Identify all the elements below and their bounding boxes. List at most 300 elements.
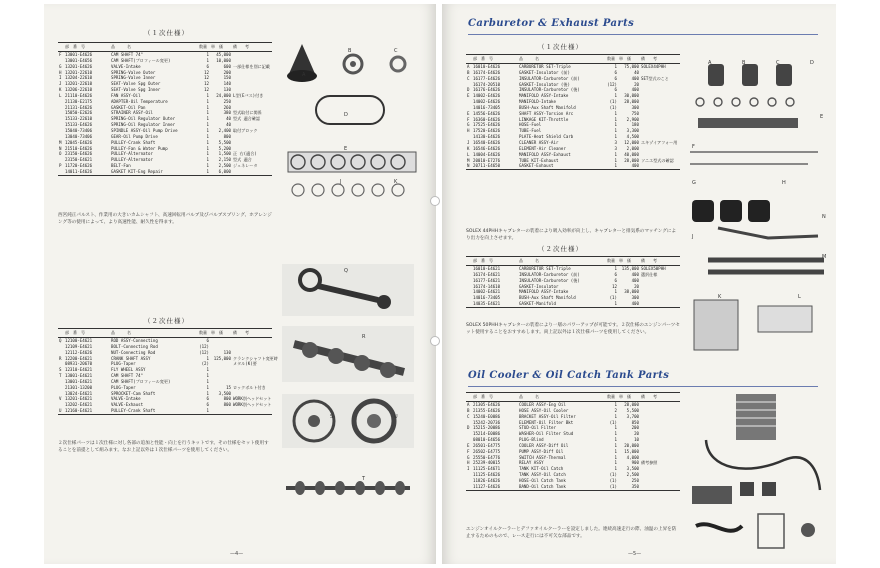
table-row <box>58 128 272 134</box>
quantity: 6 <box>206 338 209 343</box>
part-name: PULLEY-Crank Shaft <box>110 408 198 414</box>
price <box>210 408 232 414</box>
quantity: 1 <box>614 448 617 454</box>
row-key: N <box>466 163 472 169</box>
part-name: CRANK SHAFT ASSY <box>111 355 151 361</box>
price: 300 <box>631 104 639 110</box>
part-name: SPROCKET-Cam Shaft <box>111 390 156 396</box>
quantity: 1 <box>206 139 209 145</box>
part-name: SHAFT ASSY-Torsion Arc <box>519 110 574 116</box>
remarks: SET型式のこと <box>641 75 669 81</box>
price: 15,000 <box>624 448 639 454</box>
quantity: 12 <box>204 75 209 81</box>
part-name: GASKET-Insulator (前) <box>519 69 570 75</box>
part-name: NUT-Connecting Rod <box>111 349 156 355</box>
price: 28,000 <box>624 99 639 105</box>
quantity: 6 <box>206 402 209 408</box>
part-name: CAM SHAFT 74° <box>111 373 144 379</box>
header-cell: 数量 <box>198 329 210 338</box>
quantity: 12 <box>204 81 209 87</box>
part-number: 15240-E0086 <box>473 413 501 419</box>
price: 3,500 <box>218 390 231 396</box>
binding-hole-upper <box>430 196 440 206</box>
price: 75,000 <box>624 64 639 69</box>
quantity: (1) <box>609 295 617 301</box>
row-key: J <box>467 139 470 145</box>
price: 180 <box>631 122 639 128</box>
part-number: 23150-E4621 <box>65 157 93 163</box>
price: 250 <box>631 477 639 483</box>
quantity: (1) <box>609 477 617 483</box>
header-cell: 部 番 号 <box>472 393 518 402</box>
quantity: (1) <box>609 419 617 425</box>
part-number: 16360-E4626 <box>473 116 501 122</box>
price: 5,500 <box>218 139 231 145</box>
quantity: 1 <box>614 110 617 116</box>
part-name: SPRING-Valve Outer <box>111 69 156 75</box>
page-number-right: —5— <box>628 551 642 557</box>
row-key: M <box>59 139 62 145</box>
quantity: (1) <box>609 104 617 110</box>
row-key: G <box>467 122 470 128</box>
price: 850 <box>631 419 639 425</box>
header-cell: 備 考 <box>232 43 272 52</box>
quantity: 12 <box>204 87 209 93</box>
part-number: 20711-E4650 <box>472 163 518 169</box>
note-primary: 西宮純正パルスト、作業用の大きいカムシャフト、高速回転用バルブ及びバルブスプリング、ホアレンジング等の使用によって、より高速性能、耐久性を得ます。 <box>58 213 272 225</box>
part-name: RELAY ASSY <box>519 460 544 466</box>
photo-label-right-l: L <box>798 294 801 300</box>
quantity: 1 <box>206 163 209 169</box>
quantity: 1 <box>614 64 617 69</box>
part-number: 26502-E4775 <box>473 448 501 454</box>
part-name: HOSE ASSY-Oil Cooler <box>519 407 569 413</box>
part-name: STRAINER ASSY-Oil <box>111 110 153 116</box>
part-number: 13204-22610 <box>65 75 93 81</box>
header-cell: 品 名 <box>110 329 198 338</box>
row-key: S <box>59 367 62 373</box>
part-number: 15214-E0086 <box>473 431 501 437</box>
part-name: PLUG-Taper <box>111 361 136 367</box>
price: 800 <box>223 133 231 139</box>
quantity: 1 <box>206 92 209 98</box>
part-number: 12112-E4626 <box>65 349 93 355</box>
part-number: 14035-E4621 <box>472 301 518 307</box>
part-number: 12109-E4621 <box>65 343 93 349</box>
part-number: 12045-E4626 <box>65 139 93 145</box>
quantity: 1 <box>614 437 617 443</box>
part-name: GASKET-Manifold <box>518 301 606 307</box>
quantity: 1 <box>206 145 209 151</box>
price: 28,000 <box>624 157 639 163</box>
parts-table-oil-cooler <box>466 392 680 491</box>
price: 400 <box>618 163 640 169</box>
quantity: 1 <box>614 460 617 466</box>
header-cell: 備 考 <box>640 257 680 266</box>
quantity: 6 <box>206 396 209 402</box>
part-number: 13206-22610 <box>65 87 93 93</box>
note-carburetor-secondary: SOLEX 50PHHキャブレターの装着により一層のパワーアップが可能です。２次仕様のエンジンパーツセット使用することをおすすめします。尚上記以外は１次仕様パーツを使用してください。 <box>466 323 680 335</box>
remarks: WORK別ヘッドセット <box>233 402 272 408</box>
photo-label-r: R <box>362 334 366 340</box>
remarks <box>640 484 680 490</box>
quantity: (1) <box>606 484 618 490</box>
part-name: PUMP ASSY-Diff Oil <box>519 448 564 454</box>
photo-label-right-m: M <box>822 254 827 260</box>
part-name: GASKET KIT-Eng Repair <box>110 169 198 175</box>
part-name: VALVE-Intake <box>111 63 141 69</box>
part-number: 13024-E4621 <box>65 390 93 396</box>
quantity: (12) <box>199 343 209 349</box>
part-name: PLUG-Taper <box>111 384 136 390</box>
table-header-row <box>466 257 680 266</box>
header-cell: 単 価 <box>210 43 232 52</box>
part-number: 16176-E4626 <box>473 87 501 93</box>
table-row <box>58 169 272 175</box>
header-cell: 品 名 <box>518 393 606 402</box>
price: 900 <box>631 460 639 466</box>
part-number: 21355-E4626 <box>473 407 501 413</box>
part-number: 08931-20670 <box>65 361 93 367</box>
part-name: BUSH-Aux Shaft Manifold <box>519 295 576 301</box>
quantity: 1 <box>614 402 617 407</box>
quantity: (12) <box>607 81 617 87</box>
quantity: 1 <box>206 367 209 373</box>
part-number: 21110-E4626 <box>65 92 93 98</box>
price: 3,300 <box>626 128 639 134</box>
quantity: (2) <box>201 361 209 367</box>
remarks <box>640 301 680 307</box>
photo-label-right-k: K <box>718 294 722 300</box>
part-number: 12160-E4621 <box>64 408 110 414</box>
quantity: 1 <box>614 116 617 122</box>
part-name: INSULATOR-Carburetor (前) <box>519 271 580 277</box>
quantity: 1 <box>206 384 209 390</box>
price: 750 <box>631 110 639 116</box>
part-name: GEAR-Oil Pump Drive <box>111 133 158 139</box>
part-name: INSULATOR-Carburetor (後) <box>519 87 580 93</box>
part-number: 16540-E4626 <box>473 139 501 145</box>
part-name: PULLEY-Alternator <box>111 157 153 163</box>
part-number: 11826-E4626 <box>473 477 501 483</box>
remarks <box>232 169 272 175</box>
remarks: 型式 適合 <box>233 157 252 163</box>
photo-label-right-g: G <box>692 180 696 186</box>
price: 4,500 <box>626 134 639 140</box>
photo-label-right-i: I <box>692 202 694 208</box>
price: 800 <box>223 396 231 402</box>
photo-label-right-e: E <box>820 114 824 120</box>
row-key: C <box>467 413 470 419</box>
price: 24,000 <box>216 92 231 98</box>
photo-label-right-h: H <box>782 180 786 186</box>
part-number: 15215-20086 <box>473 425 501 431</box>
part-name: SPRING-Valve Inner <box>111 75 156 81</box>
photo-label-a: A <box>302 72 306 78</box>
remarks: ソニエ型式の確認 <box>641 157 674 163</box>
row-key: F <box>467 448 470 454</box>
price: 3,500 <box>626 466 639 472</box>
quantity: 12 <box>612 283 617 289</box>
quantity: 1 <box>614 442 617 448</box>
row-key: T <box>59 373 62 379</box>
part-name: CLEANER ASSY-Air <box>519 139 559 145</box>
part-name: VALVE-Intake <box>111 396 141 402</box>
row-key: D <box>467 425 470 431</box>
header-cell: 品 名 <box>518 257 606 266</box>
row-key: E <box>467 110 470 116</box>
header-cell: 部 番 号 <box>64 329 110 338</box>
quantity: (1) <box>609 472 617 478</box>
section-title-primary-right: （１次仕様） <box>538 43 583 51</box>
photo-label-right-c: C <box>776 60 780 66</box>
part-number: 11125-E4671 <box>473 466 501 472</box>
quantity: 6 <box>614 75 617 81</box>
part-name: SPRING-Oil Regulator Inner <box>111 122 176 128</box>
row-key: C <box>467 75 470 81</box>
price: 20 <box>634 431 639 437</box>
row-key: F <box>59 52 62 57</box>
part-number: 25239-40015 <box>473 460 501 466</box>
row-key: R <box>59 355 62 361</box>
price: 250 <box>223 98 231 104</box>
row-key: J <box>59 81 62 87</box>
section-title-primary: （１次仕様） <box>144 29 189 37</box>
header-cell: 品 名 <box>110 43 198 52</box>
remarks <box>640 163 680 169</box>
row-key: O <box>59 151 62 157</box>
quantity: 1 <box>614 128 617 134</box>
header-cell: 備 考 <box>640 393 680 402</box>
price: 40,000 <box>624 151 639 157</box>
row-key: P <box>59 163 62 169</box>
part-name: ROD ASSY-Connecting <box>111 338 158 343</box>
quantity: 1 <box>206 104 209 110</box>
part-number: 11125-E4626 <box>473 472 501 478</box>
quantity: 1 <box>614 266 617 271</box>
photo-label-right-j: J <box>692 234 694 240</box>
header-cell: 単 価 <box>210 329 232 338</box>
part-name: PLUG-Blind <box>519 437 544 443</box>
part-number: 14016-73405 <box>473 295 501 301</box>
part-number: 21301-13200 <box>65 384 93 390</box>
part-name: CAM SHAFT(プロフィール変更) <box>111 378 171 384</box>
part-number: 15050-E2626 <box>65 110 93 116</box>
part-number: 16177-E4626 <box>473 75 501 81</box>
part-number: 13001-E4621 <box>65 373 93 379</box>
note-carburetor-primary: SOLEX 44PHHキャブレターの装着により吸入効率が向上し、キャブレターと排気系のマッチングにより出力を向上させます。 <box>466 229 677 241</box>
parts-table-secondary <box>58 328 278 415</box>
quantity: 1 <box>606 163 618 169</box>
part-name: ELEMENT-Air Cleaner <box>519 145 566 151</box>
part-number: 14011-E4626 <box>64 169 110 175</box>
part-name: ELEMENT-Oil Filter Bkt <box>519 419 574 425</box>
part-name: FLY WHEEL ASSY <box>111 367 146 373</box>
part-name: BOLT-Connecting Rod <box>111 343 158 349</box>
part-number: 25550-E4776 <box>473 454 501 460</box>
photo-label-s: S <box>330 414 334 420</box>
part-number: 16177-E4621 <box>473 277 501 283</box>
part-name: SEAT-Valve Spg Outer <box>111 81 161 87</box>
part-name: BRACKET ASSY-Oil Filter <box>519 413 576 419</box>
part-number: 13001-E4626 <box>65 52 93 57</box>
part-number: 16174-E4621 <box>473 271 501 277</box>
part-number: 15133-E4626 <box>65 122 93 128</box>
part-name: PLATE-Heat Shield Carb <box>519 134 574 140</box>
price: 400 <box>631 87 639 93</box>
note-secondary: ２次仕様パーツは１次仕様に対し各部の追加と性能・向上を行うキットです。その仕様をセット使用することを前提として組みます。なお上記以外は１次仕様パーツを使用してください。 <box>58 441 269 453</box>
parts-table-carburetor-secondary <box>466 256 680 308</box>
header-cell: 部 番 号 <box>472 257 518 266</box>
remarks: SOLEX44PHH <box>641 64 666 69</box>
price: 130 <box>223 87 231 93</box>
remarks: WORK別ヘッドセット <box>233 396 272 402</box>
part-number: 14002-E4621 <box>473 289 501 295</box>
header-cell: 部 番 号 <box>472 55 518 64</box>
part-name: PULLEY-Alternator <box>111 151 153 157</box>
part-name: SWITCH ASSY-Thermal <box>519 454 566 460</box>
price: 2,500 <box>626 472 639 478</box>
price: 28,000 <box>624 402 639 407</box>
remarks <box>232 408 272 414</box>
row-key: F <box>467 116 470 122</box>
part-number: 23150-E4626 <box>65 151 93 157</box>
price: 800 <box>223 402 231 408</box>
photo-label-u: U <box>394 414 398 420</box>
price: 125,000 <box>213 355 231 361</box>
price: 600 <box>223 63 231 69</box>
row-key: I <box>59 75 62 81</box>
row-key: K <box>467 145 470 151</box>
part-number: 21130-E2175 <box>65 98 93 104</box>
part-number: 08010-E4656 <box>473 437 501 443</box>
remarks: ジェネレータ <box>233 163 258 169</box>
table-row <box>466 272 680 278</box>
price: 200 <box>631 425 639 431</box>
quantity: 1 <box>206 57 209 63</box>
quantity: 6 <box>614 69 617 75</box>
part-number: 13202-E4621 <box>65 402 93 408</box>
row-key: H <box>467 460 470 466</box>
part-name: CAM SHAFT(プロフィール変更) <box>111 57 171 63</box>
row-key: A <box>467 402 470 407</box>
part-name: TANK ASSY-Oil Catch <box>519 472 566 478</box>
quantity: 1 <box>614 425 617 431</box>
part-number: 20010-E7276 <box>473 157 501 163</box>
table-row <box>466 76 680 82</box>
price: 400 <box>631 75 639 81</box>
part-name: TUBE-Fuel <box>519 128 542 134</box>
part-name: GASKET-Exhaust <box>518 163 606 169</box>
quantity: 6 <box>614 271 617 277</box>
price: 350 <box>618 484 640 490</box>
photo-label-c: C <box>394 48 398 54</box>
quantity: 6 <box>614 277 617 283</box>
remarks: 正 右(適合) <box>233 151 257 157</box>
price: 2,150 <box>218 157 231 163</box>
photo-label-right-d: D <box>810 60 814 66</box>
quantity: 1 <box>614 93 617 99</box>
part-number: 15040-73406 <box>65 127 93 133</box>
part-name: MANIFOLD ASSY-Exhaust <box>519 151 571 157</box>
photo-label-t: T <box>362 476 366 482</box>
header-cell: 単 価 <box>618 393 640 402</box>
price: 1,500 <box>218 151 231 157</box>
price: 45,000 <box>216 52 231 57</box>
part-number: 16174-14610 <box>473 283 501 289</box>
quantity: 1 <box>614 134 617 140</box>
quantity: 6 <box>614 87 617 93</box>
quantity: 1 <box>206 116 209 122</box>
note-oil-cooler: エンジンオイルクーラーとデファオイルクーラーを設定しました。連続高速走行の際、油温の上昇を防止するためのもので、レース走行には不可欠な部品です。 <box>466 527 677 539</box>
part-number: 21510-E4626 <box>65 145 93 151</box>
part-name: MANIFOLD ASSY-Intake <box>519 93 569 99</box>
part-name: CAM SHAFT 74° <box>111 52 144 57</box>
right-page <box>442 4 836 564</box>
price: 130 <box>223 349 231 355</box>
remarks: エキゾイアフォー用 <box>641 139 678 145</box>
remarks: 一部仕様を別に記載 <box>233 63 270 69</box>
price: 150 <box>223 75 231 81</box>
photo-label-b: B <box>348 48 352 54</box>
part-name: CARBURETOR SET-Triple <box>519 266 571 271</box>
part-number: 12100-E4621 <box>65 338 93 343</box>
price: 30,000 <box>624 93 639 99</box>
photo-label-k: K <box>394 179 398 185</box>
price: 12,000 <box>624 139 639 145</box>
price: 135,000 <box>621 266 639 271</box>
quantity: 1 <box>206 110 209 116</box>
quantity: 1 <box>614 151 617 157</box>
row-key: Q <box>59 338 62 343</box>
price: 400 <box>631 271 639 277</box>
row-key: B <box>467 407 470 413</box>
row-key: B <box>467 69 470 75</box>
quantity: 1 <box>614 454 617 460</box>
photo-label-e: E <box>344 146 348 152</box>
section-title-secondary-right: （２次仕様） <box>538 245 583 253</box>
part-name: PULLEY-Fan & Water Pump <box>111 145 168 151</box>
remarks: SOLEX50PHH <box>641 266 666 271</box>
remarks: 型式取付に関係 <box>233 110 262 116</box>
header-cell: 備 考 <box>232 329 272 338</box>
part-number: 15242-20736 <box>473 419 501 425</box>
price: 2,400 <box>218 127 231 133</box>
part-number: 15133-22610 <box>65 116 93 122</box>
part-name: MANIFOLD-Intake <box>519 99 556 105</box>
part-name: BUSH-Aux Shaft Manifold <box>519 104 576 110</box>
part-name: LINKAGE KIT-Throttle <box>519 116 569 122</box>
part-name: FAN ASSY-Oil <box>111 92 141 98</box>
price: 15 <box>226 384 231 390</box>
header-cell: 数量 <box>198 43 210 52</box>
price: 10 <box>634 437 639 443</box>
part-name: COOLER ASSY-Diff Oil <box>519 442 569 448</box>
price: 400 <box>631 277 639 283</box>
row-key: N <box>59 145 62 151</box>
price: 40 <box>226 122 231 128</box>
part-name: PULLEY-Crank Shaft <box>111 139 156 145</box>
header-cell: 数量 <box>606 257 618 266</box>
photo-label-d: D <box>344 112 348 118</box>
row-key: E <box>467 442 470 448</box>
row-key: H <box>59 69 62 75</box>
price: 380 <box>223 110 231 116</box>
row-key: M <box>467 157 470 163</box>
part-number: 21131-E4626 <box>65 104 93 110</box>
part-number: 21305-E4626 <box>473 402 501 407</box>
quantity: 1 <box>614 431 617 437</box>
